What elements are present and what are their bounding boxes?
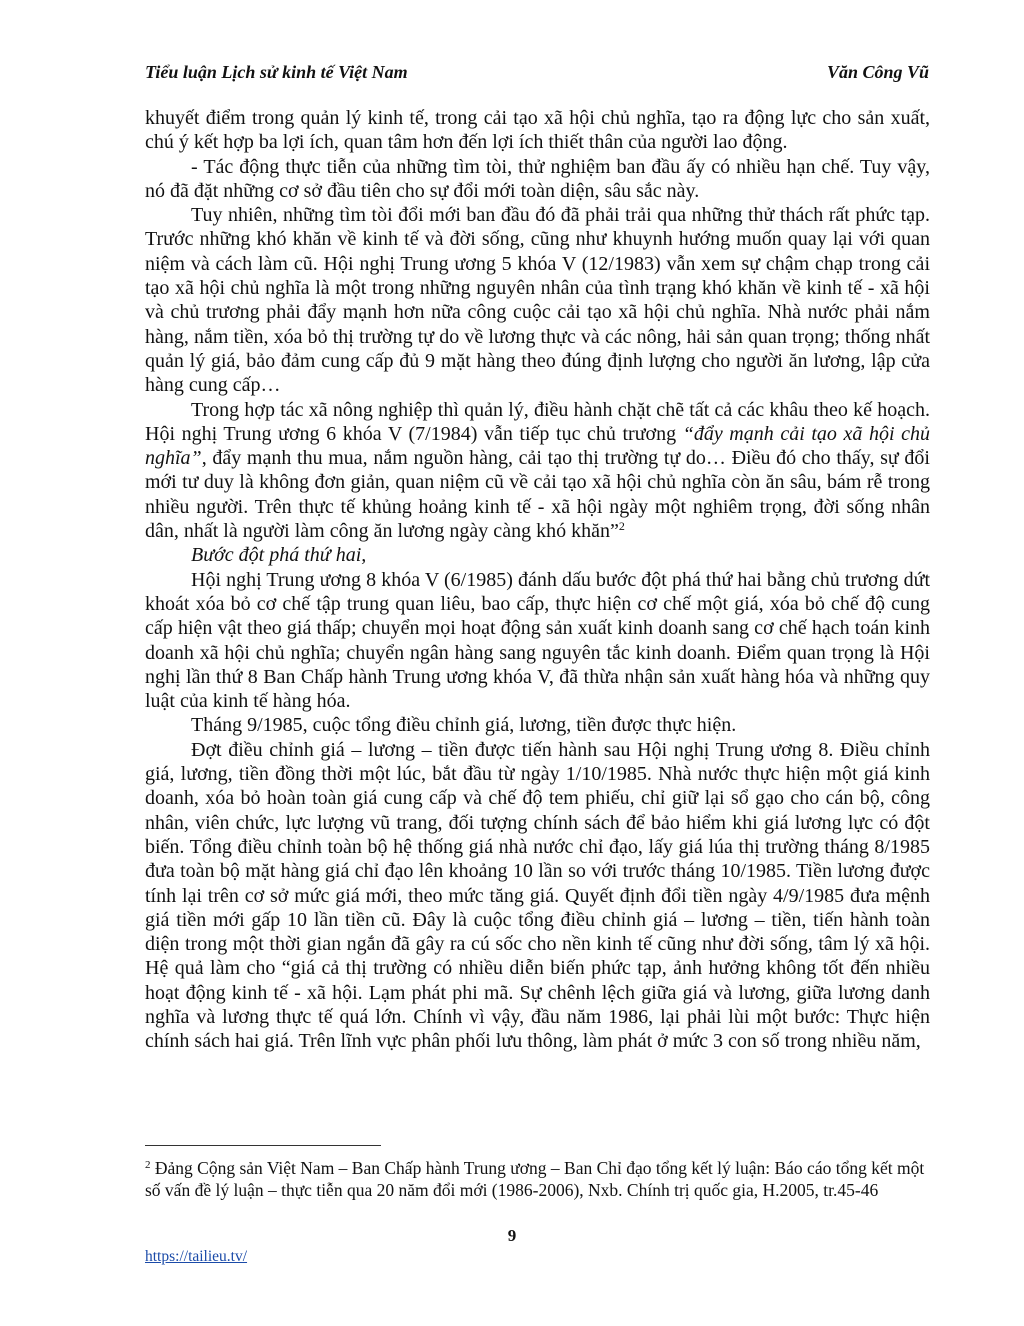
footnote-number: 2 (145, 1159, 151, 1171)
paragraph: Tháng 9/1985, cuộc tổng điều chỉnh giá, lương, tiền được thực hiện. (191, 714, 737, 737)
page-number: 9 (507, 1226, 517, 1245)
paragraph-text: , đẩy mạnh thu mua, nắm nguồn hàng, cải tạo thị trường tự do… Điều đó cho thấy, sự đổi mới tư duy là không đơn giản, quan niệm cũ về cải tạo xã hội chủ nghĩa còn ăn sâu, bám rễ trong nhiều người. Trên thực tế khủng hoảng kinh tế - xã hội ngày một nghiêm trọng, đời sống nhân dân, nhất là người làm công ăn lương ngày càng khó khăn” (145, 447, 930, 543)
running-header (145, 62, 929, 83)
paragraph: khuyết điểm trong quản lý kinh tế, trong cải tạo xã hội chủ nghĩa, tạo ra động lực cho sản xuất, chú ý kết hợp ba lợi ích, quan tâm hơn đến lợi ích thiết thân của người lao động. (145, 107, 930, 154)
footnote-separator (145, 1145, 381, 1146)
header-title: Tiểu luận Lịch sử kinh tế Việt Nam (145, 62, 408, 82)
body-text (145, 106, 930, 1054)
paragraph: - Tác động thực tiễn của những tìm tòi, thử nghiệm ban đầu ấy có nhiều hạn chế. Tuy vậy, nó đã đặt những cơ sở đầu tiên cho sự đổi mới toàn diện, sâu sắc này. (145, 155, 930, 202)
paragraph: Hội nghị Trung ương 8 khóa V (6/1985) đánh dấu bước đột phá thứ hai bằng chủ trương dứt khoát xóa bỏ cơ chế tập trung quan liêu, bao cấp, thực hiện cơ chế một giá, xóa bỏ chế độ cung cấp hiện vật theo giá thấp; chuyển mọi hoạt động sản xuất kinh doanh sang cơ chế hạch toán kinh doanh xã hội chủ nghĩa; chuyển ngân hàng sang nguyên tắc kinh doanh. Điểm quan trọng là Hội nghị lần thứ 8 Ban Chấp hành Trung ương khóa V, đã thừa nhận sản xuất hàng hóa và những quy luật của kinh tế hàng hóa. (145, 568, 930, 713)
footnote (145, 1157, 930, 1201)
paragraph: Đợt điều chỉnh giá – lương – tiền được tiến hành sau Hội nghị Trung ương 8. Điều chỉnh giá, lương, tiền đồng thời một lúc, bắt đầu từ ngày 1/10/1985. Nhà nước thực hiện một giá kinh doanh, xóa bỏ hoàn toàn giá cung cấp và chế độ tem phiếu, chỉ giữ lại sổ gạo cho cán bộ, công nhân, viên chức, lực lượng vũ trang, đối tượng chính sách để bảo hiểm khi giá lương lực có đột biến. Tổng điều chỉnh toàn bộ hệ thống giá nhà nước chỉ đạo, lấy giá lúa thị trường tháng 8/1985 đưa toàn bộ mặt hàng giá chỉ đạo lên khoảng 10 lần so với trước tháng 10/1985. Tiền lương được tính lại trên cơ sở mức giá mới, theo mức tăng giá. Quyết định đổi tiền ngày 4/9/1985 đưa mệnh giá tiền mới gấp 10 lần tiền cũ. Đây là cuộc tổng điều chỉnh giá – lương – tiền, tiến hành toàn diện trong một thời gian ngắn đã gây ra cú sốc cho nền kinh tế cũng như đời sống, tâm lý xã hội. Hệ quả làm cho “giá cả thị trường có nhiều diễn biến phức tạp, ảnh hưởng không tốt đến nhiều hoạt động kinh tế - xã hội. Lạm phát phi mã. Sự chênh lệch giữa giá và lương, giữa lương danh nghĩa và lương thực tế quá lớn. Chính vì vậy, đầu năm 1986, lại phải lùi một bước: Thực hiện chính sách hai giá. Trên lĩnh vực phân phối lưu thông, làm phát ở mức 3 con số trong nhiều năm, (145, 738, 930, 1053)
section-heading: Bước đột phá thứ hai, (191, 544, 367, 567)
footnote-text: Đảng Cộng sản Việt Nam – Ban Chấp hành Trung ương – Ban Chỉ đạo tổng kết lý luận: Báo cáo tổng kết một số vấn đề lý luận – thực tiễn qua 20 năm đổi mới (1986-2006), Nxb. Chính trị quốc gia, H.2005, tr.45-46 (145, 1158, 925, 1200)
footer-link[interactable]: https://tailieu.tv/ (145, 1248, 248, 1265)
paragraph-text: Trong hợp tác xã nông nghiệp thì quản lý, điều hành chặt chẽ tất cả các khâu theo kế hoạch. Hội nghị Trung ương 6 khóa V (7/1984) vẫn tiếp tục chủ trương (145, 398, 930, 445)
paragraph: Tuy nhiên, những tìm tòi đổi mới ban đầu đó đã phải trải qua những thử thách rất phức tạp. Trước những khó khăn về kinh tế và đời sống, cũng như khuynh hướng muốn quay lại với quan niệm và cách làm cũ. Hội nghị Trung ương 5 khóa V (12/1983) vẫn xem sự chậm chạp trong cải tạo xã hội chủ nghĩa là một trong những nguyên nhân của tình trạng khó khăn về kinh tế - xã hội và chủ trương phải đẩy mạnh hơn nữa công cuộc cải tạo xã hội chủ nghĩa. Nhà nước phải nắm hàng, nắm tiền, xóa bỏ thị trường tự do về lương thực và các nông, hải sản quan trọng; thống nhất quản lý giá, bảo đảm cung cấp đủ 9 mặt hàng theo đúng định lượng cho người ăn lương, lập cửa hàng cung cấp… (145, 204, 930, 397)
header-author: Văn Công Vũ (826, 62, 929, 82)
paragraph (145, 398, 930, 544)
quoted-phrase: “đẩy mạnh cải tạo xã hội chủ nghĩa” (145, 422, 930, 470)
footnote-ref[interactable]: 2 (618, 519, 625, 534)
